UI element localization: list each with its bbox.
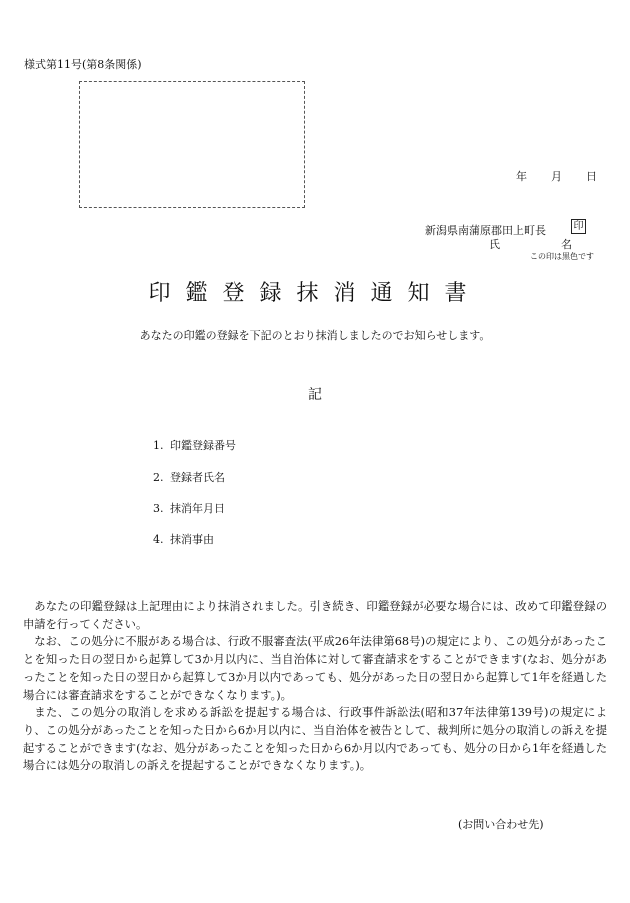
item-number: 3. <box>153 502 164 515</box>
document-title: 印鑑登録抹消通知書 <box>148 281 482 306</box>
item-label: 登録者氏名 <box>170 471 225 484</box>
item-label: 抹消年月日 <box>170 502 225 515</box>
seal-note: この印は黒色です <box>530 252 594 261</box>
ki-heading: 記 <box>308 387 322 403</box>
date-month-label: 月 <box>551 170 562 183</box>
list-item <box>153 500 225 516</box>
official-seal-mark: 印 <box>571 219 586 234</box>
list-item <box>153 531 214 547</box>
form-number: 様式第11号(第8条関係) <box>24 58 142 71</box>
notice-paragraph-3: また、この処分の取消しを求める訴訟を提起する場合は、行政事件訴訟法(昭和37年法律第139号)の規定により、この処分があったことを知った日から6か月以内に、当自治体を被告として、裁判所に処分の取消しの訴えを提起することができます(なお、処分があったことを知った日から6か月以内であっても、処分の日から1年を経過した場合には処分の取消しの訴えを提起することができなくなります。)。 <box>23 706 607 773</box>
item-label: 抹消事由 <box>170 533 214 546</box>
list-item <box>153 437 236 453</box>
notice-paragraph-2: なお、この処分に不服がある場合は、行政不服審査法(平成26年法律第68号)の規定により、この処分があったことを知った日の翌日から起算して3か月以内に、当自治体に対して審査請求をすることができます(なお、処分があったことを知った日の翌日から起算して3か月以内であっても、処分があった日の翌日から起算して1年を経過した場合には審査請求をすることができなくなります。)。 <box>23 635 607 702</box>
issuer-name: 新潟県南蒲原郡田上町長 <box>425 224 546 237</box>
seal-impression-box <box>79 81 305 208</box>
intro-text: あなたの印鑑の登録を下記のとおり抹消しましたのでお知らせします。 <box>139 329 491 342</box>
item-number: 4. <box>153 533 164 546</box>
item-number: 1. <box>153 439 164 452</box>
item-number: 2. <box>153 471 164 484</box>
item-label: 印鑑登録番号 <box>170 439 236 452</box>
name-label-first: 氏 <box>489 238 500 251</box>
date-year-label: 年 <box>516 170 527 183</box>
contact-label: (お問い合わせ先) <box>458 818 544 831</box>
notice-paragraph-1: あなたの印鑑登録は上記理由により抹消されました。引き続き、印鑑登録が必要な場合には、改めて印鑑登録の申請を行ってください。 <box>23 600 607 631</box>
notice-body <box>23 598 607 775</box>
list-item <box>153 469 225 485</box>
date-line <box>516 168 597 184</box>
date-day-label: 日 <box>586 170 597 183</box>
name-label-second: 名 <box>561 238 572 251</box>
